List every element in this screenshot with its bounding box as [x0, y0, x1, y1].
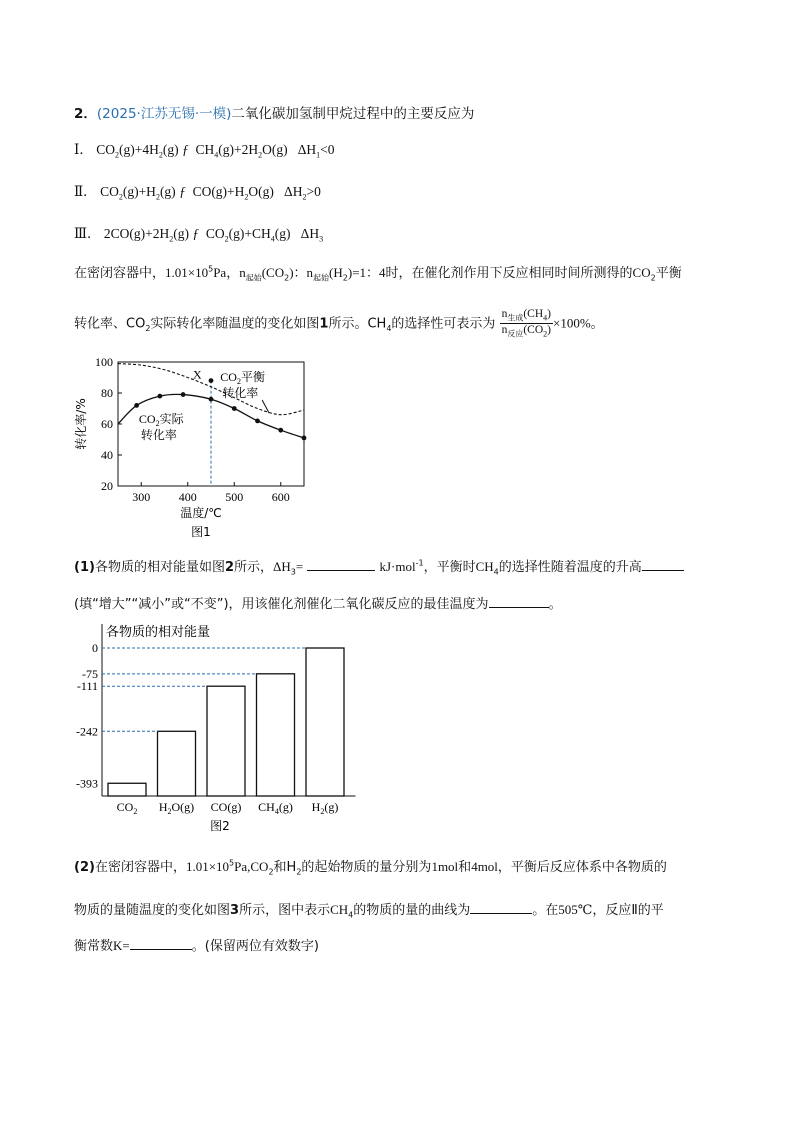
actual-data-point — [278, 428, 283, 433]
actual-data-point — [181, 392, 186, 397]
text: ，平衡时 — [423, 560, 476, 575]
actual-data-point — [157, 394, 162, 399]
text: 1mol — [431, 859, 459, 874]
y-tick-label: 60 — [101, 417, 113, 431]
q1-line-2 — [74, 593, 562, 612]
text: Pa,CO — [234, 859, 269, 874]
question-number: 2． — [74, 106, 97, 122]
answer-blank-k[interactable] — [130, 937, 192, 950]
rx-part: (g) — [274, 226, 291, 241]
rx-part: O(g) — [262, 142, 288, 157]
bar-h2og — [158, 731, 196, 796]
delta-h-cond: >0 — [306, 184, 321, 199]
y-tick-label: -75 — [82, 666, 98, 681]
x-tick-label: 400 — [178, 490, 197, 504]
text: CO — [632, 265, 651, 280]
text: kJ·mol — [379, 559, 416, 574]
text: (CO — [261, 265, 285, 280]
rx-part: CO(g)+H — [192, 184, 245, 199]
category-label: CO(g) — [210, 800, 242, 814]
actual-data-point — [232, 406, 237, 411]
figure-2-chart — [58, 620, 358, 838]
q2-line-2: 物质的量随温度的变化如图3所示，图中表示$CH_4$的物质的量的曲线为 。在505℃，反应Ⅱ的平 — [74, 902, 664, 920]
text: 衡常数 — [74, 939, 114, 954]
y-tick-label: 0 — [92, 641, 98, 655]
bar-ch4g — [257, 674, 295, 796]
text: 所示， — [234, 560, 274, 575]
text: 和H — [273, 860, 297, 875]
figure-caption: 图1 — [191, 525, 211, 539]
text: 3 — [290, 567, 296, 577]
reaction-3: Ⅲ． $2CO(g)+2H_2(g)$ ƒ $CO_2(g)+CH_4(g)$ $\Delta H_3$ — [74, 226, 324, 244]
text: (填“增大”“减小”或“不变”)，用该催化剂催化二氧化碳反应的最佳温度为 — [74, 597, 489, 612]
text: = — [295, 559, 304, 574]
delta-h-sub: 3 — [319, 234, 324, 244]
text: n — [501, 324, 508, 337]
bar-cog — [207, 686, 245, 796]
category-label: $CH_4(g)$ — [258, 800, 293, 816]
rx-part: 2CO(g)+2H — [103, 226, 170, 241]
text: ，反应Ⅱ的平 — [592, 903, 664, 918]
x-tick-label: 600 — [271, 490, 290, 504]
text: ，平衡后反应体系中各物质的 — [497, 860, 667, 875]
text: ) — [547, 324, 551, 337]
y-tick-label: 100 — [95, 355, 113, 369]
text: ΔH — [273, 559, 291, 574]
equilibrium-arrow: ƒ — [192, 226, 200, 241]
text: 起始 — [245, 273, 262, 283]
text: 的选择性随着温度的升高 — [498, 560, 642, 575]
text: 起始 — [313, 273, 330, 283]
answer-blank-trend[interactable] — [642, 558, 684, 571]
text: ) — [547, 308, 551, 320]
text: 平衡 — [655, 266, 682, 281]
actual-data-point — [209, 397, 214, 402]
text: 。在 — [532, 903, 559, 918]
y-axis-label: 转化率/% — [74, 398, 88, 450]
reaction-label: Ⅱ． — [74, 184, 97, 199]
y-tick-label: -111 — [76, 679, 98, 694]
delta-h: ΔH — [300, 226, 320, 241]
text: 在密闭容器中， — [94, 860, 186, 875]
q1-label: (1) — [74, 560, 95, 575]
question-stem: 二氧化碳加氢制甲烷过程中的主要反应为 — [231, 106, 475, 122]
text: n — [501, 308, 508, 320]
q2-line-1: (2)在密闭容器中，$1.01\times 10^5Pa,CO_2$和$H_2$的起始物质的量分别为1mol和4mol，平衡后反应体系中各物质的 — [74, 858, 667, 877]
text: 的选择性可表示为 — [391, 316, 496, 332]
reaction-1: Ⅰ． $CO_2(g)+4H_2(g)$ ƒ $CH_4(g)+2H_2O(g)$ $\Delta H_1<0$ — [74, 142, 335, 160]
rx-part: (g)+H — [122, 184, 156, 199]
text: -1 — [415, 558, 424, 568]
y-tick-label: 80 — [101, 386, 113, 400]
bar-h2g — [306, 648, 344, 796]
text: 。 — [590, 316, 604, 332]
actual-series-label: $CO_2$实际 — [138, 412, 184, 428]
text: 各物质的相对能量如图 — [94, 560, 225, 575]
point-x — [209, 378, 214, 383]
reaction-label: Ⅰ． — [74, 142, 93, 157]
point-x-label: X — [193, 367, 202, 382]
equilibrium-arrow: ƒ — [179, 184, 186, 199]
text: )：n — [289, 265, 314, 280]
text: )=1：4 — [347, 265, 386, 280]
text: 生成 — [507, 313, 524, 323]
y-tick-label: -242 — [76, 724, 98, 739]
reaction-2: Ⅱ． $CO_2(g)+H_2(g)$ ƒ $CO(g)+H_2O(g)$ $\Delta H_2>0$ — [74, 184, 321, 202]
rx-part: (g) — [162, 142, 179, 157]
equilibrium-arrow: ƒ — [181, 142, 189, 157]
y-axis-label: 各物质的相对能量 — [106, 625, 211, 640]
text: 的物质的量的曲线为 — [353, 903, 471, 918]
category-label: $H_2(g)$ — [311, 800, 339, 816]
actual-data-point — [134, 403, 139, 408]
text: 2 — [224, 560, 234, 575]
text: 所示，图中表示 — [239, 903, 331, 918]
delta-h-cond: <0 — [320, 142, 335, 157]
rx-part: CH — [195, 142, 215, 157]
actual-data-point — [302, 436, 307, 441]
answer-blank-dh3[interactable] — [307, 558, 375, 571]
figure-caption: 图2 — [210, 819, 230, 833]
rx-part: O(g) — [248, 184, 274, 199]
answer-blank-ch4-curve[interactable] — [470, 901, 532, 914]
delta-h-sub: 1 — [316, 150, 321, 160]
answer-blank-best-temp[interactable] — [489, 595, 549, 608]
text: 实际转化率随温度的变化如图 — [150, 316, 320, 332]
q2-label: (2) — [74, 860, 95, 875]
rx-part: CO — [96, 142, 115, 157]
figure-1-chart — [66, 352, 326, 544]
equilibrium-series-label-line2: 转化率 — [222, 386, 259, 400]
text: 1.01×10 — [165, 265, 209, 280]
actual-data-point — [255, 419, 260, 424]
text: CH — [475, 559, 494, 574]
text: 505℃ — [558, 902, 593, 917]
text: 转化率、CO — [74, 316, 146, 332]
rx-part: (g) — [159, 184, 176, 199]
category-label: $CO_2$ — [116, 800, 138, 816]
text: 4mol — [471, 859, 498, 874]
text: 的起始物质的量分别为 — [301, 860, 432, 875]
text: 物质的量随温度的变化如图 — [74, 903, 231, 918]
rx-part: (g)+2H — [218, 142, 259, 157]
text: Pa，n — [213, 265, 246, 280]
text: (CH — [523, 308, 544, 320]
text: 反应 — [507, 329, 524, 339]
conditions-line-1: 在密闭容器中，$1.01\times 10^5Pa$，$n_{起始}(CO_2)$：$n_{起始}(H_2)=1$：4时，在催化剂作用下反应相同时间所测得的$CO_2$平衡 — [74, 264, 682, 283]
text: 1 — [319, 316, 329, 332]
text: 1.01×10 — [185, 859, 230, 874]
text: (H — [329, 265, 343, 280]
delta-h: ΔH — [284, 184, 303, 199]
actual-series-label-line2: 转化率 — [140, 428, 177, 442]
text: 在密闭容器中， — [74, 266, 166, 281]
x-axis-label: 温度/℃ — [180, 506, 222, 520]
text: 5 — [208, 264, 214, 274]
x-tick-label: 300 — [132, 490, 151, 504]
reaction-label: Ⅲ． — [74, 226, 101, 241]
text: 3 — [230, 903, 240, 918]
text: 。 — [548, 597, 562, 612]
rx-part: CO — [205, 226, 225, 241]
text: K= — [113, 938, 130, 953]
equilibrium-series-label: $CO_2$平衡 — [220, 370, 265, 386]
text: 。(保留两位有效数字) — [191, 939, 319, 954]
question-source: (2025·江苏无锡·一模) — [96, 106, 232, 122]
text: 所示。CH — [328, 316, 387, 332]
q1-line-1: (1)各物质的相对能量如图2所示，$\Delta H_3= kJ\cdot mol^{-1}$，平衡时$CH_4$的选择性随着温度的升高 — [74, 556, 684, 577]
x-tick-label: 500 — [225, 490, 244, 504]
rx-part: CO — [100, 184, 119, 199]
text: ×100% — [552, 315, 591, 331]
rx-part: (g) — [173, 226, 190, 241]
category-label: $H_2O(g)$ — [158, 800, 195, 816]
text: (CO — [523, 324, 544, 337]
delta-h-sub: 2 — [302, 192, 307, 202]
conditions-line-2: 转化率、$CO_2$实际转化率随温度的变化如图1所示。$CH_4$的选择性可表示为 $\frac{n_{生成}(CH_4)}{n_{反应}(CO_2)}$ ×100%。 — [74, 308, 604, 339]
delta-h: ΔH — [297, 142, 317, 157]
q2-line-3 — [74, 935, 319, 954]
y-tick-label: 20 — [101, 479, 113, 493]
bar-co2 — [108, 783, 146, 796]
text: 5 — [229, 858, 235, 868]
question-heading — [74, 102, 474, 122]
y-tick-label: 40 — [101, 448, 113, 462]
text: 和 — [458, 860, 472, 875]
y-tick-label: -393 — [76, 776, 98, 791]
text: CH — [330, 902, 349, 917]
text: 时，在催化剂作用下反应相同时间所测得的 — [385, 266, 633, 281]
rx-part: (g)+4H — [118, 142, 159, 157]
rx-part: (g)+CH — [228, 226, 271, 241]
selectivity-fraction: $\frac{n_{生成}(CH_4)}{n_{反应}(CO_2)}$ — [501, 308, 551, 339]
